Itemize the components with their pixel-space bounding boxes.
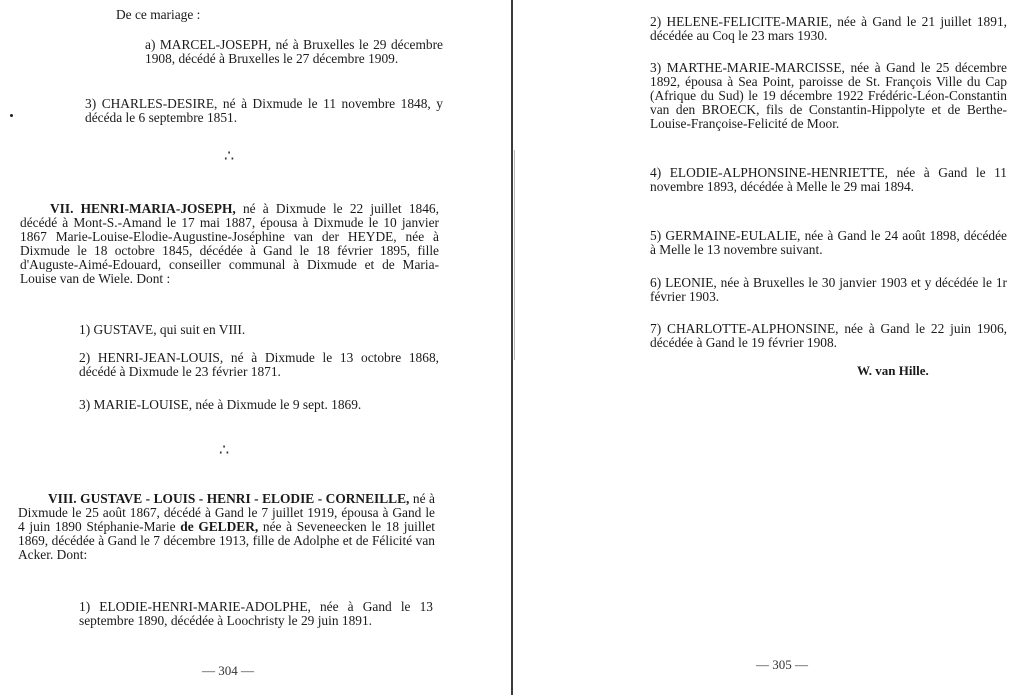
child-elodie-alphonsine-henriette: 4) ELODIE-ALPHONSINE-HENRIETTE, née à Gand le 11 novembre 1893, décédée à Melle le 29 mai 1894.	[650, 165, 1007, 194]
right-page-305	[514, 0, 1024, 695]
child-charles-desire: 3) CHARLES-DESIRE, né à Dixmude le 11 novembre 1848, y décéda le 6 septembre 1851.	[85, 96, 443, 125]
stray-ink-dot	[10, 114, 13, 117]
section-viii-tail: van Acker. Dont:	[18, 533, 435, 562]
section-vii-body: né à Dixmude le 22 juillet 1846, décédé à Mont-S.-Amand le 17 mai 1887, épousa à Dixmude le 10 janvier 1867 Marie-Louise-Elodie-Augustine-Joséphine van der HEYDE, née à Dixmude le 18 octobre 1845, décédée à Gand le 18 février 1895, fille d'Auguste-Aimé-Edouard, conseiller communal à Dixmude et de Maria-Louise van de Wiele. Dont :	[20, 201, 439, 286]
section-vii-child-3: 3) MARIE-LOUISE, née à Dixmude le 9 sept. 1869.	[79, 397, 362, 412]
marriage-intro: De ce mariage :	[116, 7, 201, 22]
section-vii-paragraph	[20, 202, 439, 286]
page-number-305: — 305 —	[756, 657, 808, 672]
section-viii-body-a: né à Dixmude le 25 août 1867, décédé à Gand le 7 juillet 1919, épousa à Gand le 4 juin 1890 Stéphanie-Marie	[18, 491, 435, 534]
section-separator-2: ∴	[219, 442, 230, 459]
child-marthe-marie-marcisse: 3) MARTHE-MARIE-MARCISSE, née à Gand le 25 décembre 1892, épousa à Sea Point, paroisse de St. François Ville du Cap (Afrique du Sud) le 19 décembre 1922 Frédéric-Léon-Constantin van den BROECK, fils de Constantin-Hippolyte et de Berthe-Louise-Françoise-Felicité de Moor.	[650, 60, 1007, 131]
author-signature: W. van Hille.	[857, 363, 929, 378]
scan-shadow-line	[514, 150, 515, 360]
section-viii-child-1: 1) ELODIE-HENRI-MARIE-ADOLPHE, née à Gand le 13 septembre 1890, décédée à Loochristy le 29 juin 1891.	[79, 599, 433, 628]
section-vii-child-2: 2) HENRI-JEAN-LOUIS, né à Dixmude le 13 octobre 1868, décédé à Dixmude le 23 février 1871.	[79, 350, 439, 379]
child-leonie: 6) LEONIE, née à Bruxelles le 30 janvier 1903 et y décédée le 1r février 1903.	[650, 275, 1007, 304]
section-viii-body-b: née à Seveneecken le 18 juillet 1869, décédée à Gand le 7 décembre 1913, fille de Adolphe et de Félicité	[18, 519, 436, 548]
child-charlotte-alphonsine: 7) CHARLOTTE-ALPHONSINE, née à Gand le 22 juin 1906, décédée à Gand le 19 février 1908.	[650, 321, 1007, 350]
section-viii-spouse-name: de GELDER,	[180, 519, 259, 534]
child-helene-felicite-marie: 2) HELENE-FELICITE-MARIE, née à Gand le 21 juillet 1891, décédée au Coq le 23 mars 1930.	[650, 14, 1007, 43]
child-germaine-eulalie: 5) GERMAINE-EULALIE, née à Gand le 24 août 1898, décédée à Melle le 13 novembre suivant.	[650, 228, 1007, 257]
book-gutter	[511, 0, 513, 695]
child-marcel-joseph: a) MARCEL-JOSEPH, né à Bruxelles le 29 décembre 1908, décédé à Bruxelles le 27 décembre 1909.	[145, 37, 443, 66]
section-viii-heading: VIII. GUSTAVE - LOUIS - HENRI - ELODIE - CORNEILLE,	[48, 491, 410, 506]
section-viii-paragraph	[18, 492, 435, 562]
section-vii-heading: VII. HENRI-MARIA-JOSEPH,	[50, 201, 236, 216]
section-separator-1: ∴	[224, 148, 235, 165]
page-number-304: — 304 —	[202, 663, 254, 678]
section-vii-child-1: 1) GUSTAVE, qui suit en VIII.	[79, 322, 246, 337]
